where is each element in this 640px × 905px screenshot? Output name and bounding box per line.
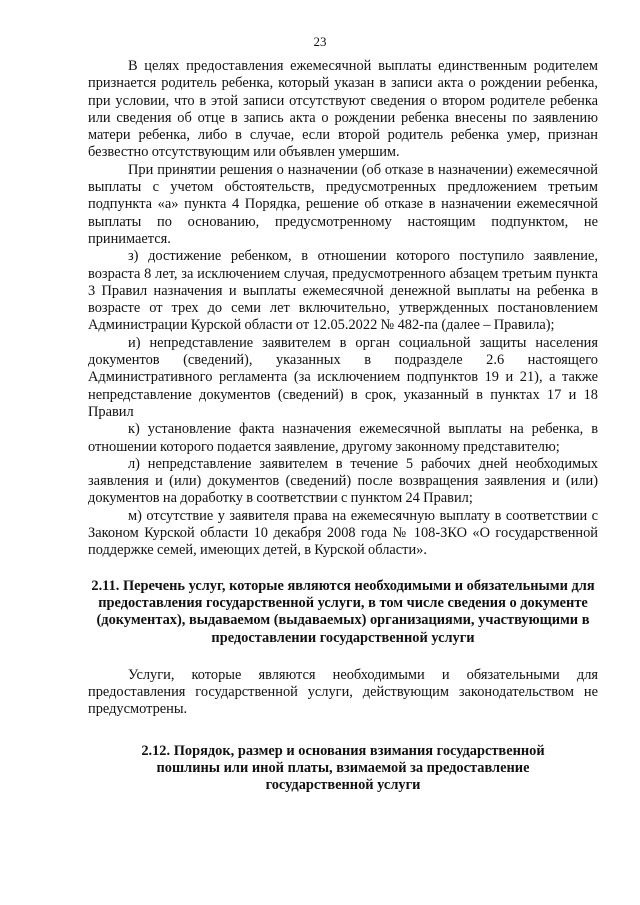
paragraph-item-z: з) достижение ребенком, в отношении которого поступило заявление, возраста 8 лет, за исключением случая, предусмотренного абзацем третьим пункта 3 Правил назначения и выплаты ежемесячной денежной выплаты на ребенка в возрасте от трех до семи лет включительно, утвержденных постановлением Администрации Курской области от 12.05.2022 № 482-па (далее – Правила); (88, 248, 598, 334)
paragraph-item-l: л) непредставление заявителем в течение 5 рабочих дней необходимых заявления и (или) документов (сведений) после возвращения заявления и (или) документов на доработку в соответствии с пунктом 24 Правил; (88, 455, 598, 507)
paragraph-item-m: м) отсутствие у заявителя права на ежемесячную выплату в соответствии с Законом Курской области 10 декабря 2008 года № 108-ЗКО «О государственной поддержке семей, имеющих детей, в Курской области». (88, 507, 598, 559)
page-content (88, 58, 598, 795)
paragraph-single-parent: В целях предоставления ежемесячной выплаты единственным родителем признается родитель ребенка, который указан в записи акта о рождении ребенка, при условии, что в этой записи отсутствуют сведения о втором родителе ребенка или сведения об отце в запись акта о рождении ребенка внесены по заявлению матери ребенка, либо в случае, если второй родитель ребенка умер, признан безвестно отсутствующим или объявлен умершим. (88, 58, 598, 161)
paragraph-decision: При принятии решения о назначении (об отказе в назначении) ежемесячной выплаты с учетом обстоятельств, предусмотренных предложением третьим подпункта «а» пункта 4 Порядка, решение об отказе в назначении ежемесячной выплаты по основанию, предусмотренному настоящим подпунктом, не принимается. (88, 161, 598, 247)
section-2-11-text: Услуги, которые являются необходимыми и обязательными для предоставления государственной услуги, действующим законодательством не предусмотрены. (88, 666, 598, 718)
section-heading-2-11: 2.11. Перечень услуг, которые являются необходимыми и обязательными для предоставления государственной услуги, в том числе сведения о документе (документах), выдаваемом (выдаваемых) организациями, участвующими в предоставлении государственной услуги (91, 577, 595, 646)
page-number: 23 (313, 34, 327, 49)
section-heading-2-12: 2.12. Порядок, размер и основания взимания государственной пошлины или иной платы, взимаемой за предоставление государственной услуги (141, 742, 545, 794)
paragraph-item-k: к) установление факта назначения ежемесячной выплаты на ребенка, в отношении которого подается заявление, другому законному представителю; (88, 421, 598, 455)
paragraph-item-i: и) непредставление заявителем в орган социальной защиты населения документов (сведений), указанных в подразделе 2.6 настоящего Административного регламента (за исключением подпунктов 19 и 21), а также непредставление документов (сведений) в срок, указанный в пунктах 17 и 18 Правил (88, 334, 598, 420)
